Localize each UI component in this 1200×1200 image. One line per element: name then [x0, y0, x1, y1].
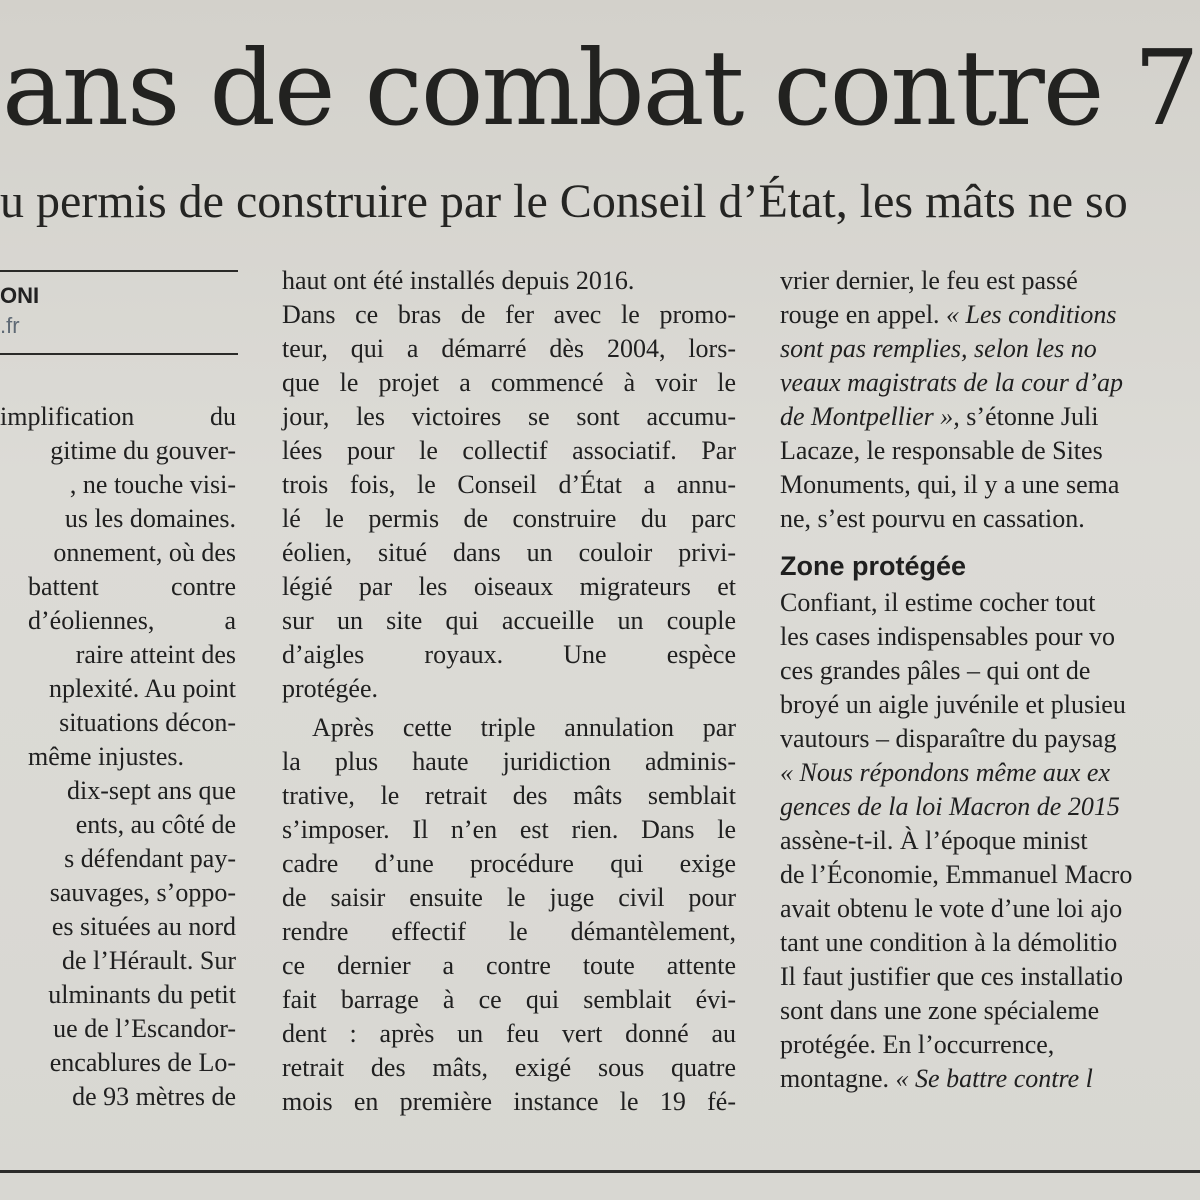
column-line: de l’Économie, Emmanuel Macro: [780, 860, 1133, 889]
byline-author: ONI: [0, 283, 40, 308]
column-line: raire atteint des: [75, 640, 236, 669]
column-line: rendre effectif le démantèlement,: [282, 917, 736, 946]
column-line: dent : après un feu vert donné au: [282, 1019, 736, 1048]
column-line: de l’Hérault. Sur: [61, 946, 236, 975]
column-line: [780, 400, 1200, 434]
column-line: lées pour le collectif associatif. Par: [282, 436, 736, 465]
column-line: sauvages, s’oppo-: [49, 878, 236, 907]
column-line: « Nous répondons même aux ex: [780, 758, 1110, 787]
quote-run: « Se battre contre l: [895, 1064, 1093, 1093]
article-headline: ans de combat contre 7: [2, 27, 1198, 149]
column-line: encablures de Lo-: [49, 1048, 236, 1077]
column-line: vrier dernier, le feu est passé: [780, 266, 1078, 295]
column-line: Monuments, qui, il y a une sema: [780, 470, 1120, 499]
column-line: éolien, situé dans un couloir privi-: [282, 538, 736, 567]
column-line: ue de l’Escandor-: [53, 1014, 236, 1043]
column-line: légié par les oiseaux migrateurs et: [282, 572, 736, 601]
right-column: [780, 264, 1200, 1096]
column-line: cadre d’une procédure qui exige: [282, 849, 736, 878]
column-line: s défendant pay-: [64, 844, 236, 873]
column-line: gences de la loi Macron de 2015: [780, 792, 1120, 821]
column-line: teur, qui a démarré dès 2004, lors-: [282, 334, 736, 363]
column-line: avait obtenu le vote d’une loi ajo: [780, 894, 1123, 923]
section-heading: Zone protégée: [780, 551, 967, 581]
column-line: tant une condition à la démolitio: [780, 928, 1118, 957]
column-line: protégée.: [282, 674, 379, 703]
column-line: nplexité. Au point: [48, 674, 236, 703]
column-line: es situées au nord: [51, 912, 236, 941]
column-line: ulminants du petit: [48, 980, 236, 1009]
column-line: sont dans une zone spécialeme: [780, 996, 1100, 1025]
column-line: la plus haute juridiction adminis-: [282, 747, 736, 776]
column-line: dix-sept ans que: [67, 776, 236, 805]
column-line: ces grandes pâles – qui ont de: [780, 656, 1091, 685]
column-line: Après cette triple annulation par: [312, 713, 736, 742]
column-line: même injustes.: [28, 742, 184, 771]
column-line: retrait des mâts, exigé sous quatre: [282, 1053, 736, 1082]
column-line: les cases indispensables pour vo: [780, 622, 1116, 651]
column-line: trative, le retrait des mâts semblait: [282, 781, 736, 810]
column-line: Il faut justifier que ces installatio: [780, 962, 1123, 991]
column-line: trois fois, le Conseil d’État a annu-: [282, 470, 736, 499]
quote-run: « Les conditions: [946, 300, 1117, 329]
text-run: rouge en appel.: [780, 300, 947, 329]
column-line: gitime du gouver-: [50, 436, 236, 465]
text-run: s’étonne Juli: [966, 402, 1099, 431]
left-column: [0, 400, 236, 1114]
column-line: broyé un aigle juvénile et plusieu: [780, 690, 1126, 719]
quote-run: de Montpellier »,: [780, 402, 967, 431]
byline-email: .fr: [0, 313, 20, 338]
text-run: montagne.: [780, 1064, 896, 1093]
column-line: , ne touche visi-: [69, 470, 236, 499]
column-line: s’imposer. Il n’en est rien. Dans le: [282, 815, 736, 844]
column-line: situations décon-: [59, 708, 236, 737]
column-line: Lacaze, le responsable de Sites: [780, 436, 1103, 465]
column-line: ce dernier a contre toute attente: [282, 951, 736, 980]
column-line: assène-t-il. À l’époque minist: [780, 826, 1088, 855]
column-line: ne, s’est pourvu en cassation.: [780, 504, 1085, 533]
column-line: sur un site qui accueille un couple: [282, 606, 736, 635]
column-line: que le projet a commencé à voir le: [282, 368, 736, 397]
column-line: [780, 1062, 1200, 1096]
byline-top-rule: [0, 270, 238, 272]
middle-column: [282, 264, 736, 1119]
article-subhead: u permis de construire par le Conseil d’État, les mâts ne so: [0, 175, 1128, 228]
column-line: implification du: [0, 402, 236, 431]
column-line: vautours – disparaître du paysag: [780, 724, 1117, 753]
column-line: lé le permis de construire du parc: [282, 504, 736, 533]
byline-bottom-rule: [0, 353, 238, 355]
column-line: d’aigles royaux. Une espèce: [282, 640, 736, 669]
bottom-rule: [0, 1170, 1200, 1173]
column-line: d’éoliennes, a: [28, 606, 236, 635]
column-line: us les domaines.: [64, 504, 236, 533]
column-line: fait barrage à ce qui semblait évi-: [282, 985, 736, 1014]
column-line: Dans ce bras de fer avec le promo-: [282, 300, 736, 329]
column-line: de saisir ensuite le juge civil pour: [282, 883, 736, 912]
column-line: Confiant, il estime cocher tout: [780, 588, 1096, 617]
column-line: ents, au côté de: [75, 810, 236, 839]
column-line: mois en première instance le 19 fé-: [282, 1087, 736, 1116]
column-line: onnement, où des: [53, 538, 236, 567]
column-line: jour, les victoires se sont accumu-: [282, 402, 736, 431]
column-line: protégée. En l’occurrence,: [780, 1030, 1055, 1059]
column-line: haut ont été installés depuis 2016.: [282, 266, 635, 295]
column-line: sont pas remplies, selon les no: [780, 334, 1097, 363]
column-line: veaux magistrats de la cour d’ap: [780, 368, 1124, 397]
column-line: de 93 mètres de: [72, 1082, 236, 1111]
column-line: [780, 298, 1200, 332]
column-line: battent contre: [28, 572, 236, 601]
